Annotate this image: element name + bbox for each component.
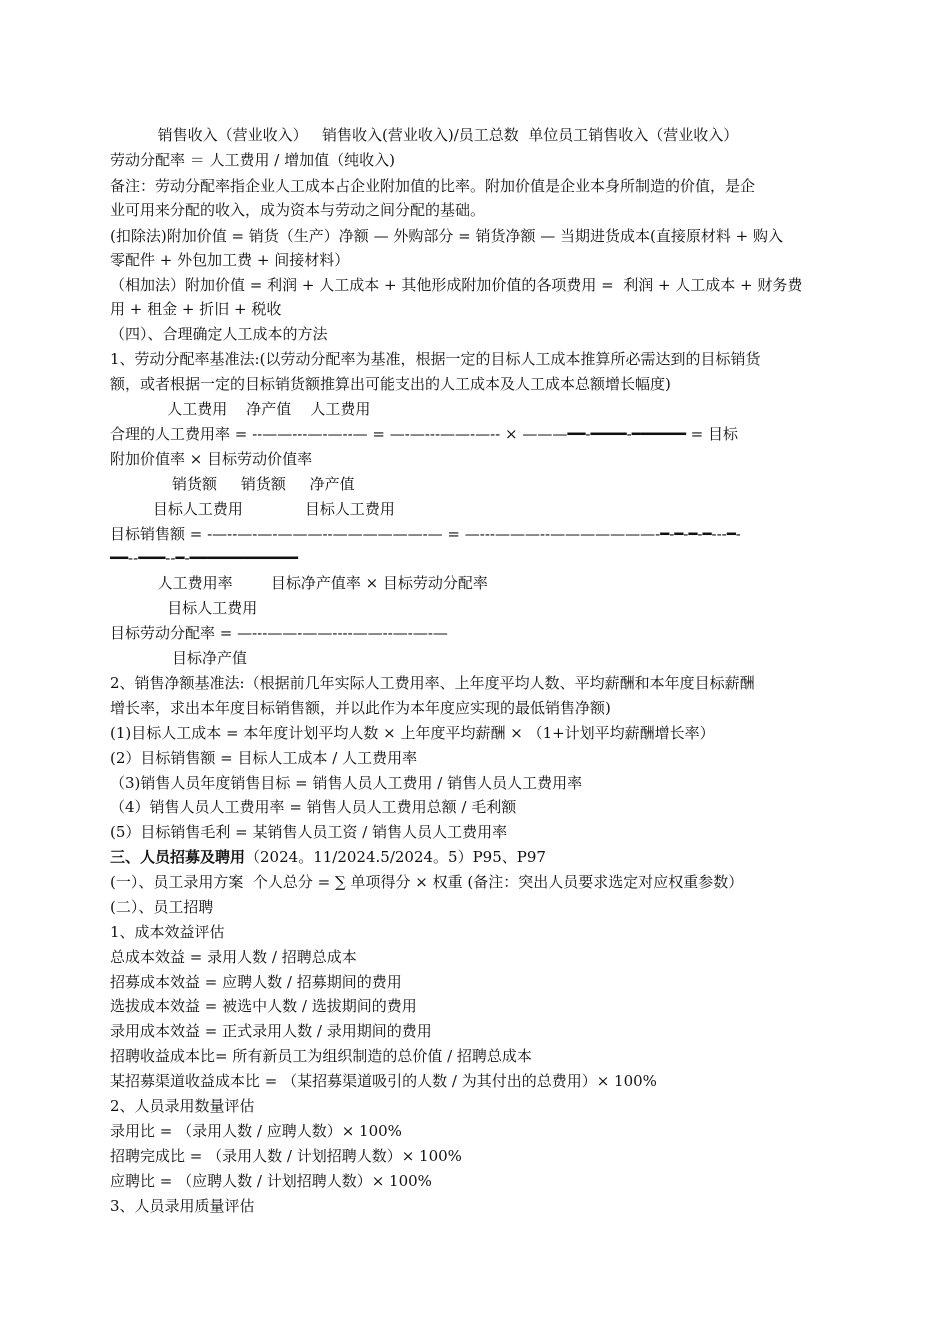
text-line: 人工费用 净产值 人工费用	[110, 400, 371, 418]
text-line: （4）销售人员人工费用率 = 销售人员人工费用总额 / 毛利额	[110, 798, 517, 816]
section-heading-bold: 三、人员招募及聘用	[110, 848, 246, 866]
text-line: 1、成本效益评估	[110, 923, 225, 941]
text-line: 招聘收益成本比= 所有新员工为组织制造的总价值 / 招聘总成本	[110, 1047, 532, 1065]
text-line: (扣除法)附加价值 = 销货（生产）净额 — 外购部分 = 销货净额 — 当期进货成本(直接原材料 + 购入	[110, 227, 783, 245]
text-line: ━━--━━━--━-━━━━━━━━━━━━	[110, 549, 298, 567]
text-line: （四）、合理确定人工成本的方法	[110, 325, 328, 343]
section-heading	[110, 846, 850, 868]
text-line: 额，或者根据一定的目标销货额推算出可能支出的人工成本及人工成本总额增长幅度)	[110, 375, 671, 393]
text-line: (2）目标销售额 = 目标人工成本 / 人工费用率	[110, 749, 418, 767]
text-line: 选拔成本效益 = 被选中人数 / 选拔期间的费用	[110, 997, 417, 1015]
text-line: 备注：劳动分配率指企业人工成本占企业附加值的比率。附加价值是企业本身所制造的价值，是企	[110, 177, 756, 195]
text-line: (一）、员工录用方案 个人总分 = ∑ 单项得分 × 权重 (备注：突出人员要求选定对应权重参数）	[110, 873, 744, 891]
text-line: (5）目标销售毛利 = 某销售人员工资 / 销售人员人工费用率	[110, 823, 508, 841]
text-line: (1)目标人工成本 = 本年度计划平均人数 × 上年度平均薪酬 × （1+计划平均薪酬增长率）	[110, 724, 715, 742]
text-line: 劳动分配率 ＝ 人工费用 / 增加值（纯收入)	[110, 151, 395, 169]
text-line: 用 + 租金 + 折旧 + 税收	[110, 300, 282, 318]
text-line: 3、人员录用质量评估	[110, 1197, 255, 1215]
text-line: 销货额 销货额 净产值	[110, 475, 355, 493]
text-line: （相加法）附加价值 = 利润 + 人工成本 + 其他形成附加价值的各项费用 = 利润 + 人工成本 + 财务费	[110, 276, 803, 294]
text-line: 总成本效益 = 录用人数 / 招聘总成本	[110, 948, 357, 966]
text-line: 人工费用率 目标净产值率 × 目标劳动分配率	[110, 574, 488, 592]
text-line: 录用成本效益 = 正式录用人数 / 录用期间的费用	[110, 1022, 432, 1040]
text-line: 录用比 = （录用人数 / 应聘人数）× 100%	[110, 1122, 402, 1140]
text-line: （3)销售人员年度销售目标 = 销售人员人工费用 / 销售人员人工费用率	[110, 774, 583, 792]
text-line: 业可用来分配的收入，成为资本与劳动之间分配的基础。	[110, 201, 486, 219]
text-line: 招募成本效益 = 应聘人数 / 招募期间的费用	[110, 973, 402, 991]
text-line: 2、人员录用数量评估	[110, 1097, 255, 1115]
section-heading-note: （2024。11/2024.5/2024。5）P95、P97	[245, 848, 546, 866]
text-line: (二）、员工招聘	[110, 898, 214, 916]
text-line: 2、销售净额基准法:（根据前几年实际人工费用率、上年度平均人数、平均薪酬和本年度目标薪酬	[110, 674, 755, 692]
text-line: 目标人工费用 目标人工费用	[110, 500, 395, 518]
text-line: 销售收入（营业收入） 销售收入(营业收入)/员工总数 单位员工销售收入（营业收入）	[110, 126, 739, 144]
text-line: 增长率，求出本年度目标销售额，并以此作为本年度应实现的最低销售净额)	[110, 699, 611, 717]
text-line: 零配件 + 外包加工费 + 间接材料）	[110, 251, 350, 269]
text-line: 某招募渠道收益成本比 = （某招募渠道吸引的人数 / 为其付出的总费用）× 100%	[110, 1072, 657, 1090]
text-line: 目标劳动分配率 = —---——-——----——--—-—-—	[110, 624, 448, 642]
text-line: 目标净产值	[110, 649, 247, 667]
text-line: 目标人工费用	[110, 599, 258, 617]
text-line: 合理的人工费用率 = --——---—-—--— = —-—---——-—-- × ———━━-━━━━-━━━━━━ = 目标	[110, 425, 738, 443]
text-line: 招聘完成比 = （录用人数 / 计划招聘人数）× 100%	[110, 1147, 462, 1165]
text-line: 1、劳动分配率基准法:(以劳动分配率为基准，根据一定的目标人工成本推算所必需达到的目标销货	[110, 350, 761, 368]
text-line: 附加价值率 × 目标劳动价值率	[110, 450, 313, 468]
text-line: 应聘比 = （应聘人数 / 计划招聘人数）× 100%	[110, 1172, 432, 1190]
text-line: 目标销售额 = -—--—-—-———--——————-— = —---———--———————-━-━-━-━---━-	[110, 525, 741, 543]
